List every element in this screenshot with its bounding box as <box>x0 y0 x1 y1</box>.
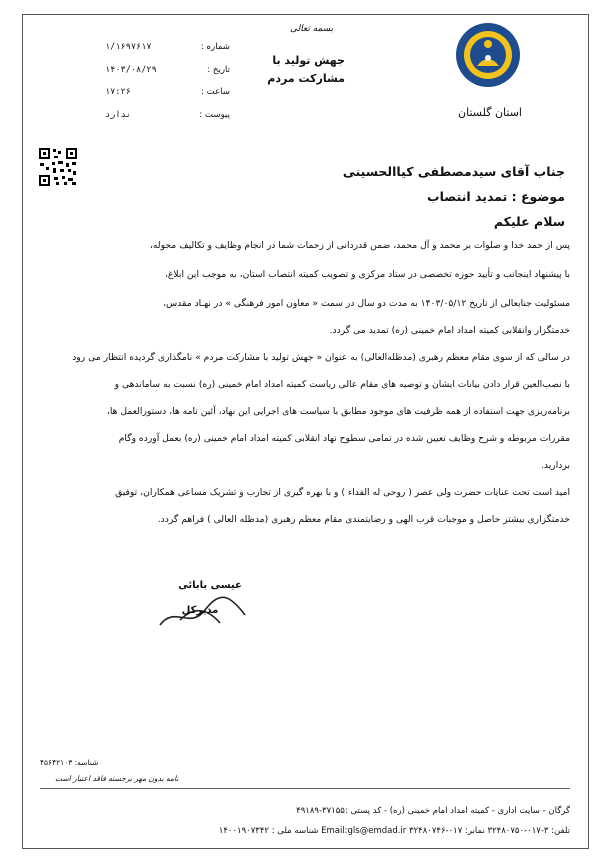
imam-khomeini-relief-logo <box>455 22 521 88</box>
body-line-1: پس از حمد خدا و صلوات بر محمد و آل محمد، ضمن قدردانی از زحمات شما در انجام وظایف و تکالیف محوله، <box>149 240 570 251</box>
number-value: ۱/۱۶۹۷۶۱۷ <box>105 42 152 52</box>
body-line-9: بردارید. <box>540 460 570 471</box>
province-label: استان گلستان <box>458 106 522 119</box>
subject: موضوع : تمدید انتصاب <box>427 189 565 204</box>
footer-contact <box>40 826 570 836</box>
body-line-7: برنامه‌ریزی جهت استفاده از همه ظرفیت های موجود مطابق با سیاست های اجرایی این نهاد، آئین نامه ها، دستورالعمل ها، <box>106 406 570 417</box>
body-line-11: خدمتگزاری بیشتر حاصل و موجبات قرب الهی و رضایتمندی مقام معظم رهبری (مدظله العالی ) فراهم گردد. <box>157 514 570 525</box>
attachment-value: ندارد <box>105 109 131 120</box>
slogan-line-1: جهش تولید با <box>272 54 345 67</box>
date-value: ۱۴۰۳/۰۸/۲۹ <box>105 64 157 75</box>
recipient: جناب آقای سیدمصطفی کیاالحسینی <box>342 164 565 179</box>
footer-email: Email:gls@emdad.ir <box>321 826 407 836</box>
slogan-line-2: مشارکت مردم <box>267 72 345 85</box>
signer-title: مدیرکل <box>181 605 219 616</box>
footer-address: گرگان - سایت اداری - کمیته امداد امام خمینی (ره) - کد پستی :۳۷۱۵۵-۴۹۱۸۹ <box>296 806 570 816</box>
body-line-4: خدمتگزار وانقلابی کمیته امداد امام خمینی (ره) تمدید می گردد. <box>329 325 570 336</box>
document-id: شناسه: ۴۵۶۴۲۱۰۳ <box>40 758 99 767</box>
letter-meta <box>105 36 230 126</box>
bismillah: بسمه تعالی <box>290 24 334 34</box>
footer-phone: تلفن: ۳-۰۱۷-۳۲۴۸۰۷۵۰ نمابر: ۰۱۷-۳۲۴۸۰۷۴۶ <box>409 826 570 836</box>
attachment-label: پیوست : <box>199 109 230 120</box>
greeting: سلام علیکم <box>493 214 565 229</box>
qr-code-icon <box>38 147 78 187</box>
footer-national-id: شناسه ملی : ۱۴۰۰۱۹۰۷۳۴۲ <box>218 826 319 836</box>
time-label: ساعت : <box>200 87 230 97</box>
signer-name: عیسی بابائی <box>178 580 242 591</box>
body-line-3: مسئولیت جنابعالی از تاریخ ۱۴۰۳/۰۵/۱۲ به مدت دو سال در سمت « معاون امور فرهنگی » در نهـاد مقدس، <box>163 298 570 309</box>
body-line-5: در سالی که از سوی مقام معظم رهبری (مدظله‌العالی) به عنوان « جهش تولید با مشارکت مردم » نامگذاری گردیده انتظار می رود <box>72 352 570 363</box>
body-line-8: مقررات مربوطه و شرح وظایف تعیین شده در تمامی سطوح نهاد انقلابی کمیته امداد امام خمینی (ره) بعمل آورده وگام <box>118 433 570 444</box>
footer-divider <box>40 788 570 789</box>
body-line-2: با پیشنهاد اینجانب و تأیید حوزه تخصصی در ستاد مرکزی و تصویب کمیته انتصاب استان، به موجب این ابلاغ، <box>164 269 570 280</box>
validity-note: نامه بدون مهر برجسته فاقد اعتبار است <box>55 774 179 783</box>
date-label: تاریخ : <box>207 64 230 75</box>
letter-page <box>22 14 589 849</box>
body-line-6: با نصب‌العین قرار دادن بیانات ایشان و توصیه های مقام عالی ریاست کمیته امداد امام خمینی (ره) نسبت به ساماندهی و <box>114 379 570 390</box>
body-line-10: امید است تحت عنایات حضرت ولی عصر ( روحی له الفداء ) و با بهره گیری از تجارب و تشریک مساعی همکاران، توفیق <box>115 487 570 498</box>
slogan <box>245 52 345 88</box>
time-value: ۱۷:۲۶ <box>105 87 131 97</box>
number-label: شماره : <box>200 42 230 52</box>
